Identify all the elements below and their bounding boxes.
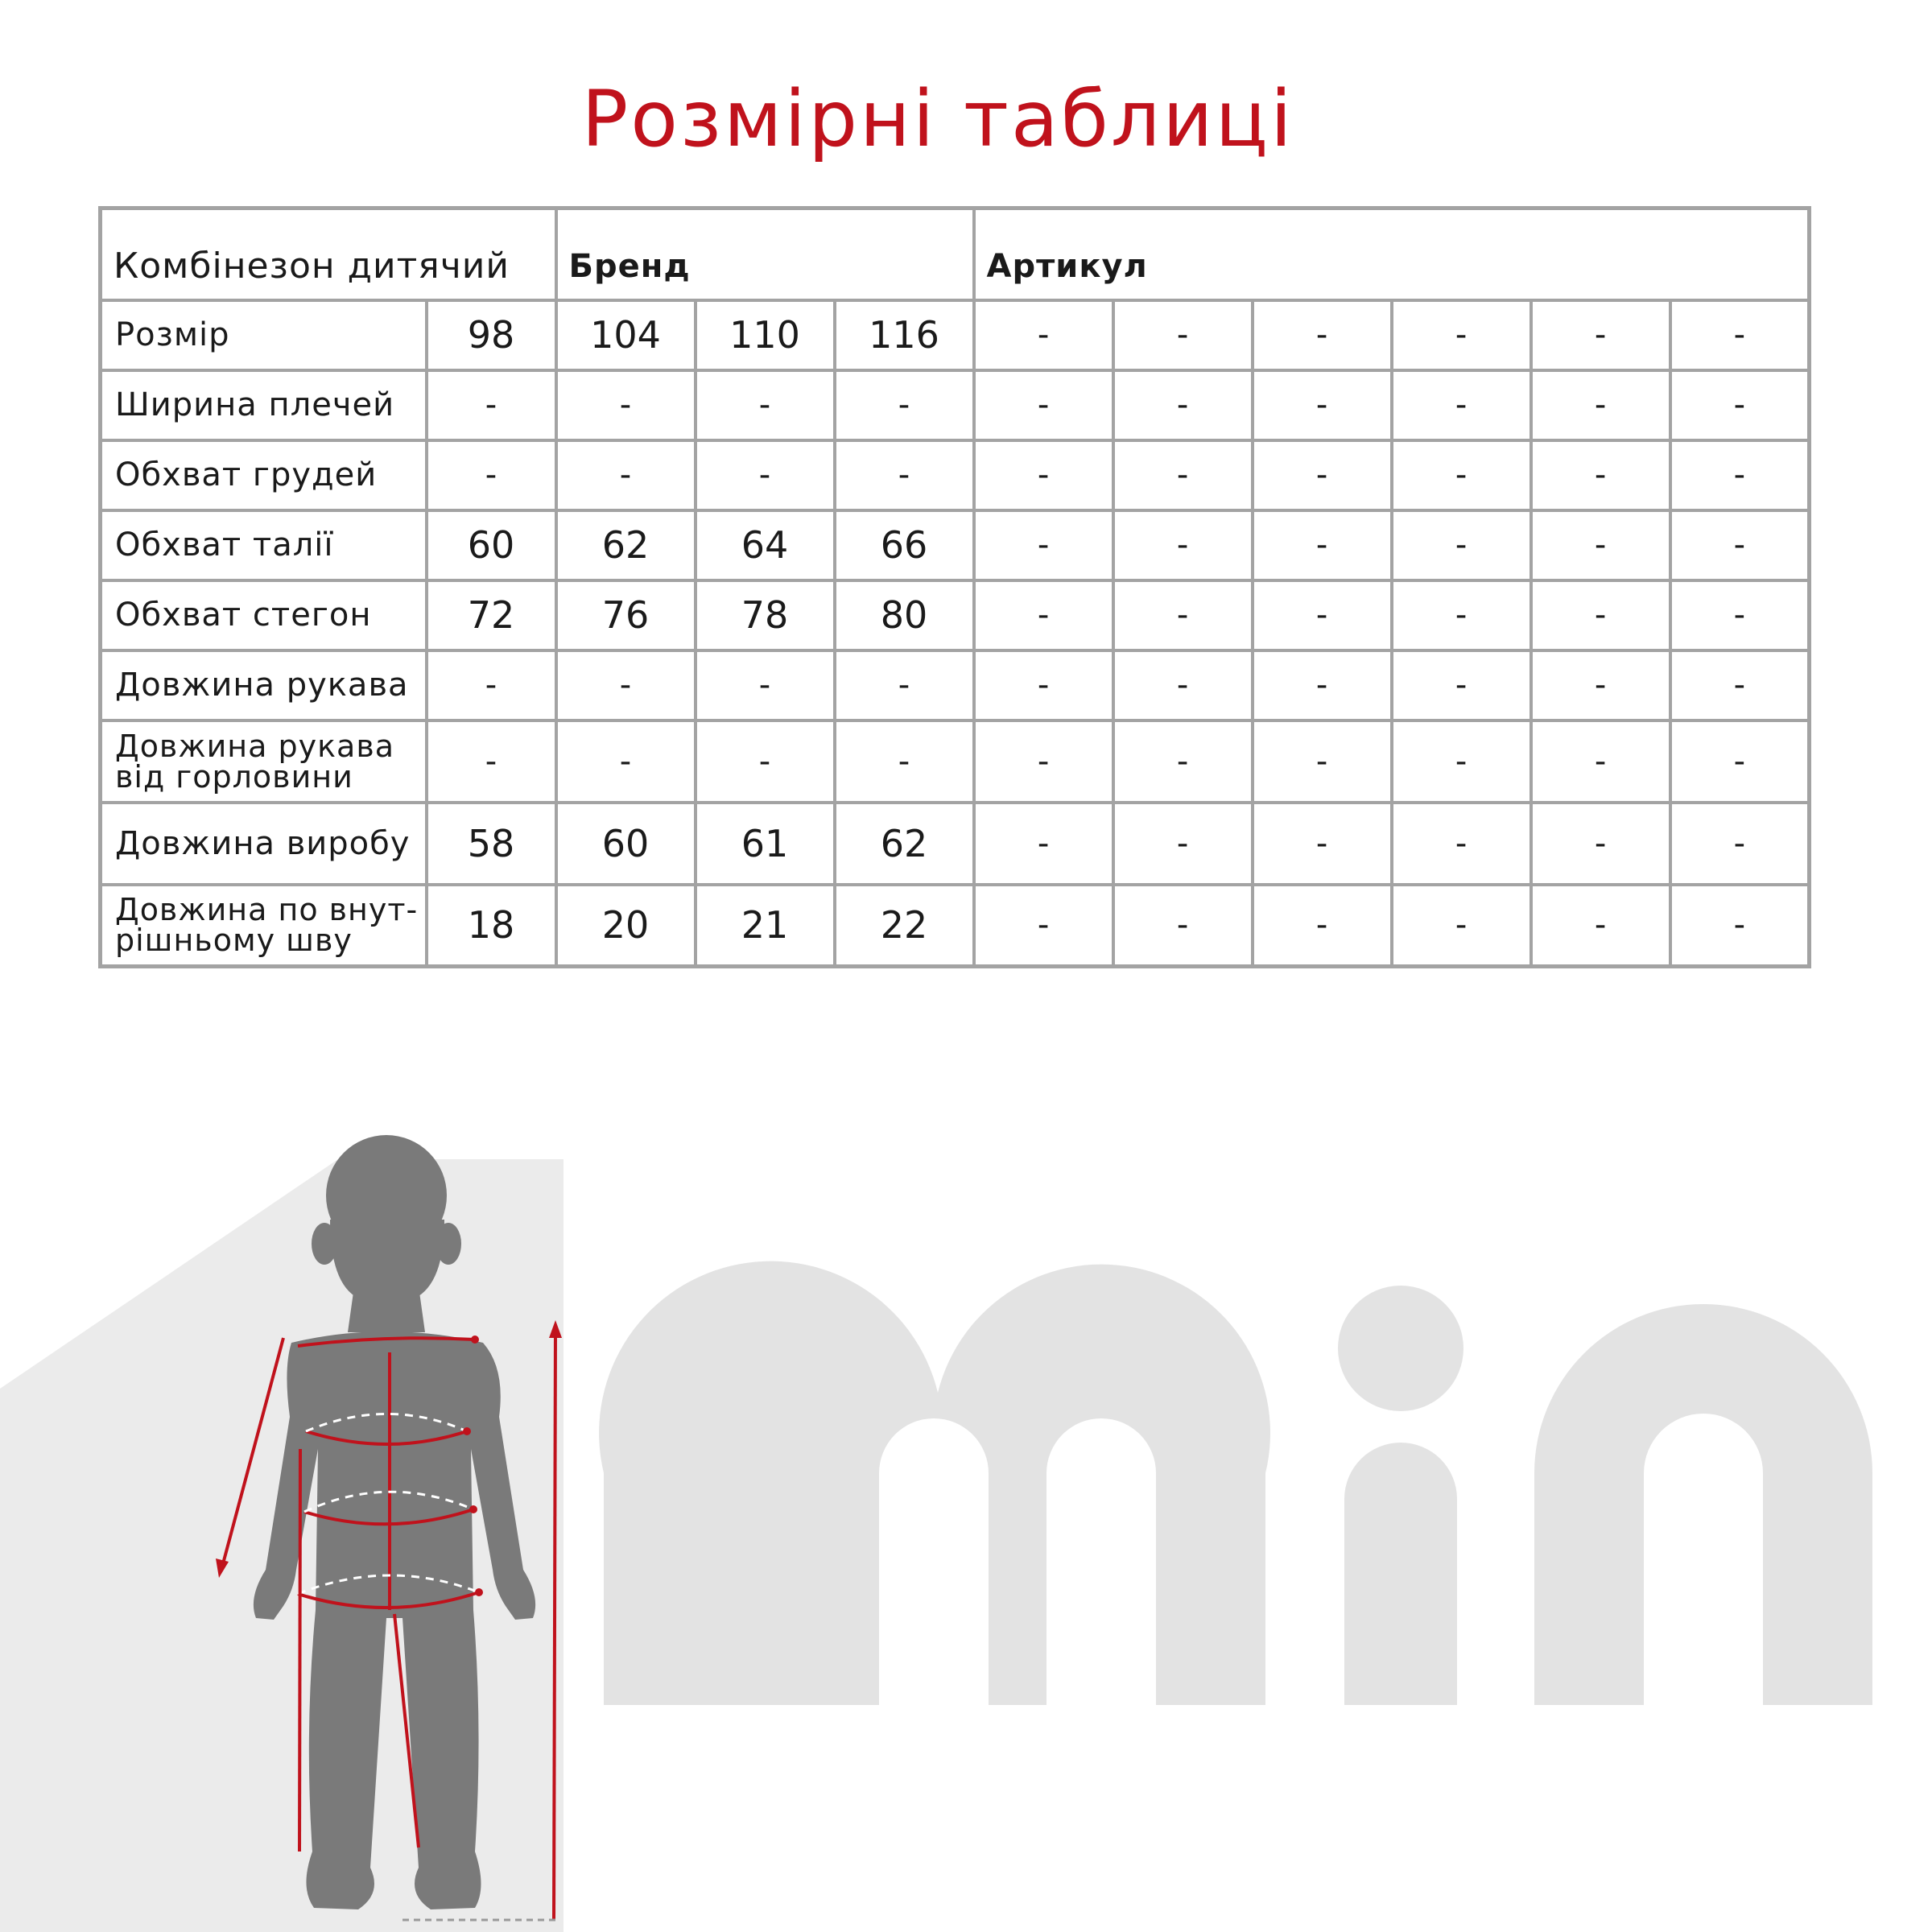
table-cell: -: [1531, 370, 1670, 440]
row-label: Обхват талії: [101, 510, 427, 580]
table-row: [101, 440, 1810, 510]
table-cell: -: [1113, 885, 1253, 967]
table-cell: -: [1113, 440, 1253, 510]
table-cell: 62: [556, 510, 696, 580]
table-cell: -: [1253, 885, 1392, 967]
table-cell: -: [974, 720, 1113, 803]
table-cell: -: [1113, 720, 1253, 803]
row-label: Довжина виробу: [101, 803, 427, 885]
table-cell: -: [1113, 650, 1253, 720]
table-cell: -: [427, 370, 556, 440]
table-cell: -: [835, 720, 974, 803]
row-label: Ширина плечей: [101, 370, 427, 440]
page-title: Розмірні таблиці: [581, 74, 1294, 164]
table-row: [101, 885, 1810, 967]
article-label: Артикул: [974, 208, 1810, 300]
figure-svg: [0, 1046, 1932, 1932]
table-cell: 64: [696, 510, 835, 580]
logo-letter-m: [599, 1261, 1270, 1705]
table-cell: 21: [696, 885, 835, 967]
table-cell: -: [1670, 720, 1810, 803]
table-cell: -: [835, 370, 974, 440]
brand-logo: [599, 1261, 1872, 1705]
table-cell: -: [1253, 300, 1392, 370]
table-cell: -: [1253, 720, 1392, 803]
table-cell: -: [427, 720, 556, 803]
table-cell: -: [835, 650, 974, 720]
table-cell: -: [1392, 300, 1531, 370]
table-cell: -: [974, 580, 1113, 650]
row-label: Розмір: [101, 300, 427, 370]
table-cell: -: [1253, 370, 1392, 440]
table-cell: -: [1392, 440, 1531, 510]
table-cell: -: [1392, 650, 1531, 720]
table-cell: -: [556, 370, 696, 440]
table-cell: -: [1113, 370, 1253, 440]
row-label: Довжина рукава: [101, 650, 427, 720]
logo-dot-i: [1338, 1286, 1463, 1411]
table-cell: -: [1392, 803, 1531, 885]
table-cell: 104: [556, 300, 696, 370]
table-cell: -: [835, 440, 974, 510]
table-cell: -: [1113, 803, 1253, 885]
table-cell: -: [1670, 370, 1810, 440]
table-cell: 80: [835, 580, 974, 650]
table-cell: 20: [556, 885, 696, 967]
table-row: [101, 803, 1810, 885]
table-cell: -: [1253, 580, 1392, 650]
table-cell: 66: [835, 510, 974, 580]
table-row: [101, 720, 1810, 803]
table-cell: 62: [835, 803, 974, 885]
table-cell: 110: [696, 300, 835, 370]
table-cell: -: [556, 720, 696, 803]
table-row: [101, 300, 1810, 370]
table-cell: -: [1531, 580, 1670, 650]
product-name: Комбінезон дитячий: [101, 208, 556, 300]
table-cell: -: [1670, 580, 1810, 650]
table-cell: -: [696, 370, 835, 440]
table-cell: 60: [556, 803, 696, 885]
table-cell: 18: [427, 885, 556, 967]
table-cell: -: [1531, 510, 1670, 580]
table-cell: -: [1253, 803, 1392, 885]
row-label: Довжина по внут-рішньому шву: [101, 885, 427, 967]
table-cell: -: [1392, 370, 1531, 440]
table-cell: -: [1670, 510, 1810, 580]
table-cell: -: [696, 440, 835, 510]
table-cell: -: [696, 650, 835, 720]
table-cell: -: [427, 650, 556, 720]
brand-label: Бренд: [556, 208, 974, 300]
table-cell: -: [1113, 580, 1253, 650]
table-cell: 22: [835, 885, 974, 967]
table-cell: -: [974, 440, 1113, 510]
table-cell: -: [1670, 300, 1810, 370]
table-cell: 72: [427, 580, 556, 650]
logo-letter-i: [1344, 1443, 1457, 1705]
table-row: [101, 510, 1810, 580]
table-cell: 98: [427, 300, 556, 370]
table-cell: -: [1531, 650, 1670, 720]
table-cell: 60: [427, 510, 556, 580]
table-cell: -: [1392, 720, 1531, 803]
table-cell: -: [1253, 510, 1392, 580]
row-label: Довжина рукава від горловини: [101, 720, 427, 803]
table-cell: -: [1670, 440, 1810, 510]
table-cell: -: [1531, 440, 1670, 510]
table-cell: -: [1670, 803, 1810, 885]
logo-letter-n: [1534, 1304, 1872, 1705]
table-cell: 78: [696, 580, 835, 650]
table-cell: -: [974, 300, 1113, 370]
table-cell: -: [1531, 720, 1670, 803]
table-cell: -: [1392, 885, 1531, 967]
table-row: [101, 580, 1810, 650]
row-label: Обхват стегон: [101, 580, 427, 650]
measurement-figure: [0, 1046, 1932, 1932]
table-cell: -: [1253, 650, 1392, 720]
table-cell: -: [696, 720, 835, 803]
table-cell: -: [427, 440, 556, 510]
table-cell: 61: [696, 803, 835, 885]
table-cell: -: [1113, 510, 1253, 580]
size-table: [98, 206, 1811, 968]
table-cell: -: [1670, 885, 1810, 967]
table-cell: -: [1392, 580, 1531, 650]
table-cell: -: [974, 370, 1113, 440]
table-cell: -: [556, 650, 696, 720]
table-header-row: [101, 208, 1810, 300]
side-seam-line: [299, 1449, 300, 1852]
table-cell: -: [1253, 440, 1392, 510]
table-cell: -: [974, 803, 1113, 885]
row-label: Обхват грудей: [101, 440, 427, 510]
table-row: [101, 370, 1810, 440]
table-cell: -: [974, 510, 1113, 580]
table-cell: -: [1531, 300, 1670, 370]
table-cell: -: [1531, 803, 1670, 885]
table-row: [101, 650, 1810, 720]
table-cell: 116: [835, 300, 974, 370]
table-cell: -: [1392, 510, 1531, 580]
table-cell: -: [556, 440, 696, 510]
total-length-line: [554, 1328, 555, 1920]
table-cell: 76: [556, 580, 696, 650]
table-cell: 58: [427, 803, 556, 885]
table-cell: -: [1113, 300, 1253, 370]
table-cell: -: [974, 650, 1113, 720]
table-cell: -: [974, 885, 1113, 967]
table-cell: -: [1531, 885, 1670, 967]
table-cell: -: [1670, 650, 1810, 720]
